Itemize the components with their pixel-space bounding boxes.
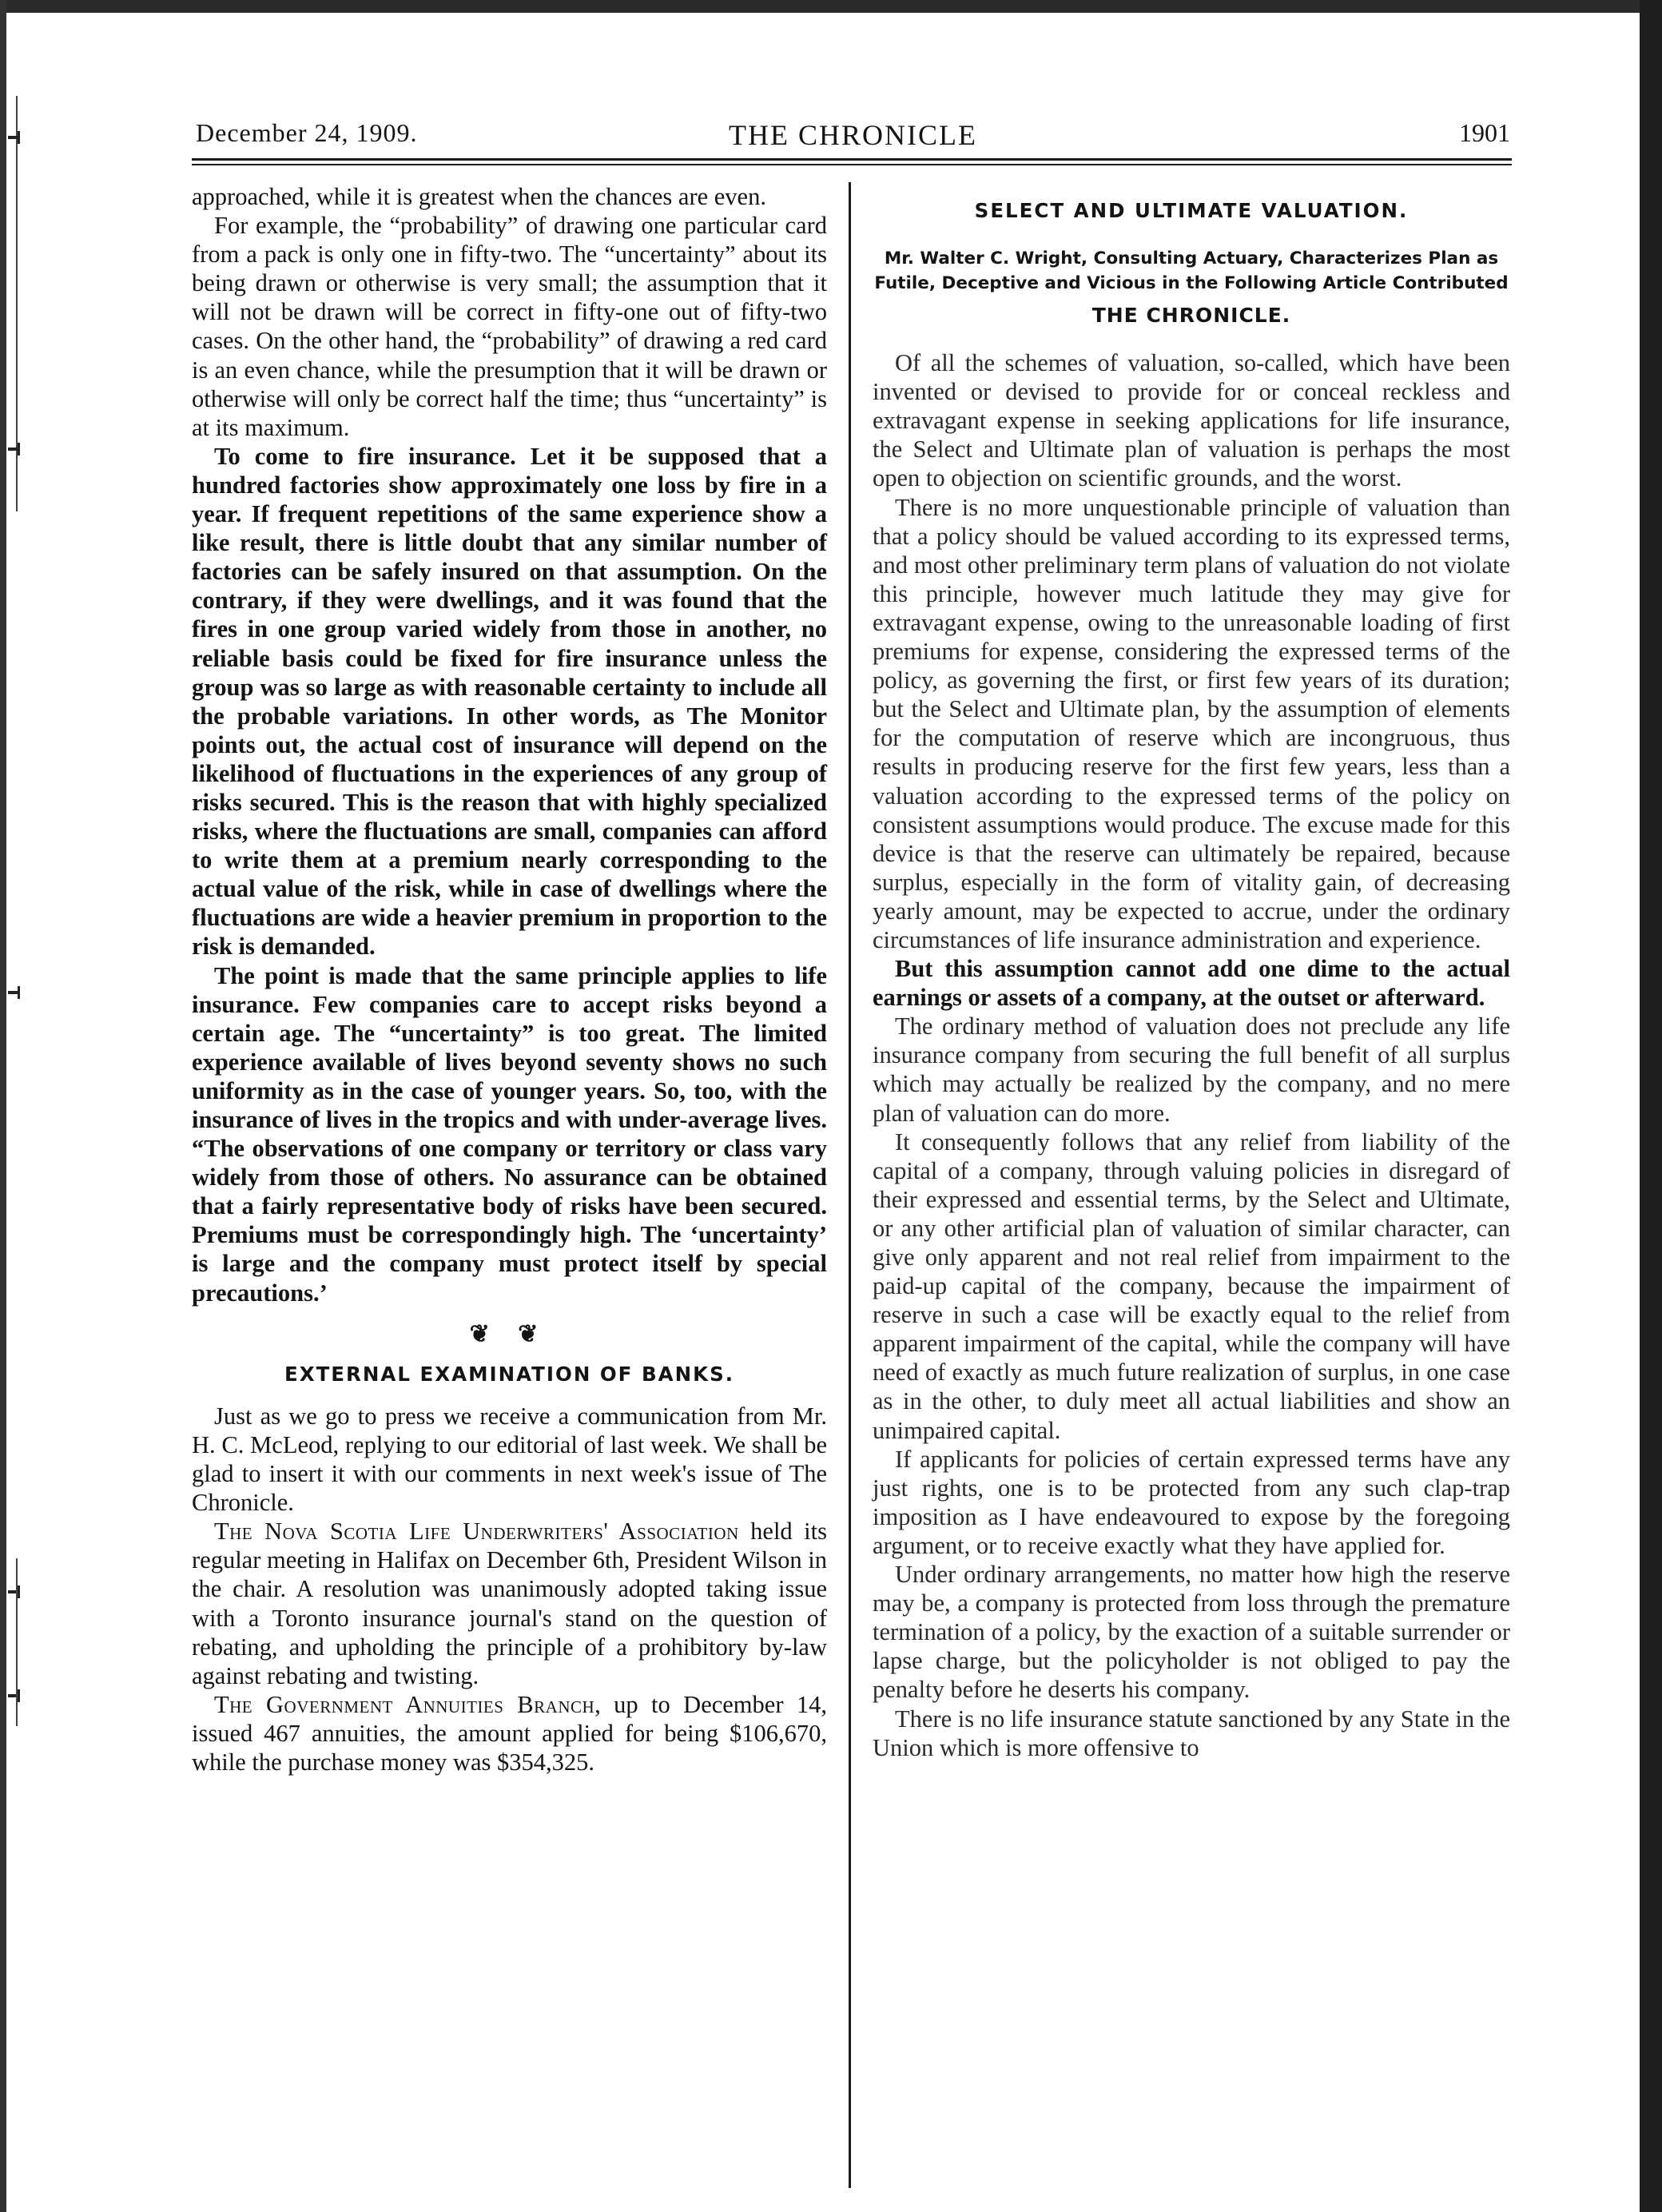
scan-edge-left (0, 0, 6, 2212)
binding-mark (8, 991, 19, 994)
left-column (192, 182, 827, 1776)
running-head (196, 118, 1510, 158)
article-subtitle-tail: THE CHRONICLE. (1091, 304, 1291, 328)
article-title: SELECT AND ULTIMATE VALUATION. (974, 199, 1409, 222)
news-item-annuities (192, 1690, 827, 1776)
paragraph: approached, while it is greatest when the chances are even. (192, 183, 766, 210)
header-date: December 24, 1909. (196, 118, 418, 147)
paragraph: For example, the “probability” of drawing one particular card from a pack is only one in fifty-two. The “uncertainty” about its being drawn or otherwise is very small; the assumption that it will not be drawn will be correct in fifty-one out of fifty-two cases. On the other hand, the “probability” of drawing a red card is an even chance, while the presumption that it will be drawn or otherwise will only be correct half the time; thus “uncertainty” is at its maximum. (192, 212, 827, 441)
binding-mark (8, 448, 19, 451)
news-item-text: held its regular meeting in Halifax on December 6th, President Wilson in the chair. A resolution was unanimously adopted taking issue with a Toronto insurance journal's stand on the question of rebating, and upholding the principle of a prohibitory by-law against rebating and twisting. (192, 1518, 827, 1689)
paragraph: It consequently follows that any relief from liability of the capital of a company, through valuing policies in disregard of their expressed and essential terms, by the Select and Ultimate, or any other artificial plan of valuation of similar character, can give only apparent and not real relief from impairment to the paid-up capital of the company, because the impairment of reserve in such a case will be exactly equal to the relief from apparent impairment of the capital, while the company will have need of exactly as much future realization of surplus, in one case as in the other, to duly meet all actual liabilities and show an unimpaired capital. (873, 1128, 1510, 1444)
paragraph: There is no more unquestionable principle of valuation than that a policy should be valued according to its expressed terms, and most other preliminary term plans of valuation do not violate this principle, however much latitude they may give for extravagant expense, owing to the unreasonable loading of first premiums for expense, considering the expressed terms of the policy, as governing the first, or first few years of its duration; but the Select and Ultimate plan, by the assumption of elements for the computation of reserve which are incongruous, thus results in producing reserve for the first few years, less than a valuation according to the expressed terms of the policy on consistent assumptions would produce. The excuse made for this device is that the reserve can ultimately be repaired, because surplus, especially in the form of vitality gain, of decreasing yearly amount, may be expected to accrue, under the ordinary circumstances of life insurance administration and experience. (873, 493, 1510, 953)
header-page-number: 1901 (1459, 118, 1510, 147)
news-item-text: , up to December 14, issued 467 annuities, the amount applied for being $106,670, while the purchase money was $354,325. (192, 1690, 827, 1776)
paragraph: To come to fire insurance. Let it be supposed that a hundred factories show approximately one loss by fire in a year. If frequent repetitions of the same experience show a like result, there is little doubt that any similar number of factories can be safely insured on that assumption. On the contrary, if they were dwellings, and it was found that the fires in one group varied widely from those in another, no reliable basis could be fixed for fire insurance unless the group was so large as with reasonable certainty to include all the probable variations. In other words, as The Monitor points out, the actual cost of insurance will depend on the likelihood of fluctuations in the experiences of any group of risks secured. This is the reason that with highly specialized risks, where the fluctuations are small, companies can afford to write them at a premium nearly corresponding to the actual value of the risk, while in case of dwellings where the fluctuations are wide a heavier premium in proportion to the risk is demanded. (192, 442, 827, 961)
paragraph: Of all the schemes of valuation, so-called, which have been invented or devised to provide for or conceal reckless and extravagant expense in seeking applications for life insurance, the Select and Ultimate plan of valuation is perhaps the most open to objection on scientific grounds, and the worst. (873, 349, 1510, 492)
binding-mark (8, 136, 19, 139)
header-rule (192, 158, 1512, 161)
section-title: EXTERNAL EXAMINATION OF BANKS. (284, 1362, 735, 1386)
right-column (873, 182, 1510, 1762)
paragraph: There is no life insurance statute sanctioned by any State in the Union which is more offensive to (873, 1705, 1510, 1761)
news-item-lead: The Government Annuities Branch (214, 1690, 595, 1718)
paragraph: The ordinary method of valuation does not preclude any life insurance company from securing the full benefit of all surplus which may actually be realized by the company, and no mere plan of valuation can do more. (873, 1013, 1510, 1127)
article-subtitle: Mr. Walter C. Wright, Consulting Actuary, Characterizes Plan as Futile, Deceptive and Vicious in the Following Article Contributed (874, 249, 1509, 294)
scan-edge-right (1640, 0, 1662, 2212)
header-rule (192, 164, 1512, 165)
news-item-nova-scotia (192, 1517, 827, 1690)
paragraph: Under ordinary arrangements, no matter how high the reserve may be, a company is protected from loss through the premature termination of a policy, by the exaction of a suitable surrender or lapse charge, but the policyholder is not obliged to pay the penalty before he deserts his company. (873, 1561, 1510, 1704)
paragraph: But this assumption cannot add one dime to the actual earnings or assets of a company, at the outset or afterward. (873, 955, 1510, 1012)
paragraph: The point is made that the same principle applies to life insurance. Few companies care to accept risks beyond a certain age. The “uncertainty” is too great. The limited experience available of lives beyond seventy shows no such uniformity as in the case of younger years. So, too, with the insurance of lives in the tropics and with under-average lives. “The observations of one company or territory or class vary widely from those of others. No assurance can be obtained that a fairly representative body of risks have been secured. Premiums must be correspondingly high. The ‘uncertainty’ is large and the company must protect itself by special precautions.’ (192, 961, 827, 1307)
news-item-lead: The Nova Scotia Life Underwriters' Association (214, 1518, 739, 1546)
fleuron-divider: ❦ ❦ (469, 1320, 550, 1347)
column-divider (849, 182, 851, 2188)
binding-line (16, 1558, 18, 1726)
paragraph: If applicants for policies of certain expressed terms have any just rights, one is to be protected from any such clap-trap imposition as I have endeavoured to expose by the foregoing argument, or to receive exactly what they have applied for. (873, 1445, 1510, 1559)
notice-paragraph: Just as we go to press we receive a communication from Mr. H. C. McLeod, replying to our editorial of last week. We shall be glad to insert it with our comments in next week's issue of The Chronicle. (192, 1402, 827, 1517)
header-title: THE CHRONICLE (729, 119, 977, 151)
scan-edge-top (0, 0, 1662, 13)
